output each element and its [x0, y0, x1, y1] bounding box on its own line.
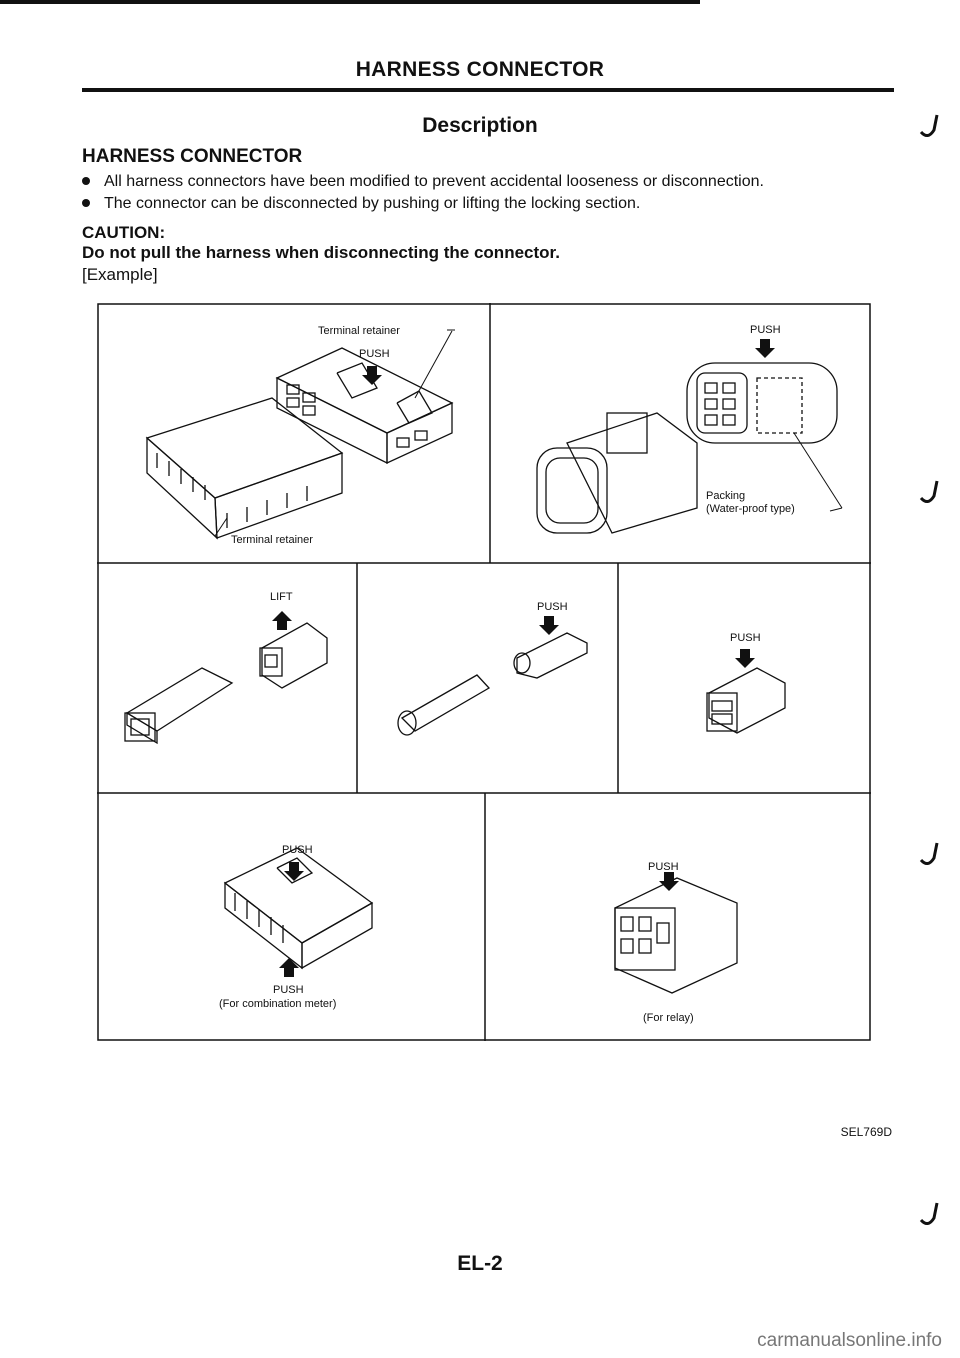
label-push-3: PUSH — [537, 601, 568, 613]
lift-arrow-icon — [272, 611, 292, 630]
label-push-7: PUSH — [648, 861, 679, 873]
push-arrow-icon — [755, 339, 775, 358]
subheading: HARNESS CONNECTOR — [82, 146, 303, 167]
page-number: EL-2 — [457, 1252, 503, 1275]
push-arrow-icon — [735, 649, 755, 668]
label-terminal-retainer-bottom: Terminal retainer — [231, 534, 313, 546]
check-mark-icon — [918, 478, 940, 506]
connector-illustration-small-push — [707, 668, 785, 733]
label-push-5: PUSH — [282, 844, 313, 856]
label-terminal-retainer-top: Terminal retainer — [318, 325, 400, 337]
bullet-dot — [82, 199, 90, 207]
connector-figure — [97, 303, 871, 1041]
check-mark-icon — [918, 112, 940, 140]
label-water-proof-type: (Water-proof type) — [706, 503, 795, 515]
push-arrow-icon — [539, 616, 559, 635]
bullet-text: All harness connectors have been modified to prevent accidental looseness or disconnection. — [104, 173, 764, 190]
watermark: carmanualsonline.info — [757, 1330, 942, 1351]
top-border-rule — [0, 0, 700, 4]
caption-combination-meter: (For combination meter) — [219, 998, 337, 1010]
check-mark-icon — [918, 840, 940, 868]
caution-text: Do not pull the harness when disconnecting the connector. — [82, 243, 560, 262]
example-label: [Example] — [82, 265, 158, 284]
bullet-item — [82, 173, 764, 191]
push-arrow-icon — [659, 872, 679, 891]
connector-illustration-relay — [615, 878, 737, 993]
bullet-text: The connector can be disconnected by pushing or lifting the locking section. — [104, 195, 641, 212]
connector-illustration-terminal-retainer — [147, 348, 452, 538]
check-mark-icon — [918, 1200, 940, 1228]
label-push-4: PUSH — [730, 632, 761, 644]
label-push-1: PUSH — [359, 348, 390, 360]
bullet-dot — [82, 177, 90, 185]
section-title: Description — [422, 114, 538, 137]
push-up-arrow-icon — [279, 958, 299, 977]
title-underline — [82, 88, 894, 92]
caution-label: CAUTION: — [82, 223, 166, 242]
connector-illustration-slim-push — [398, 633, 587, 735]
figure-reference: SEL769D — [840, 1125, 892, 1139]
bullet-item — [82, 195, 640, 213]
label-push-2: PUSH — [750, 324, 781, 336]
caption-relay: (For relay) — [643, 1012, 694, 1024]
figure-grid — [97, 303, 871, 1041]
label-packing: Packing — [706, 490, 746, 502]
connector-illustration-lift — [125, 623, 327, 743]
page-title: HARNESS CONNECTOR — [355, 58, 605, 81]
label-push-6: PUSH — [273, 984, 304, 996]
label-lift: LIFT — [270, 591, 293, 603]
